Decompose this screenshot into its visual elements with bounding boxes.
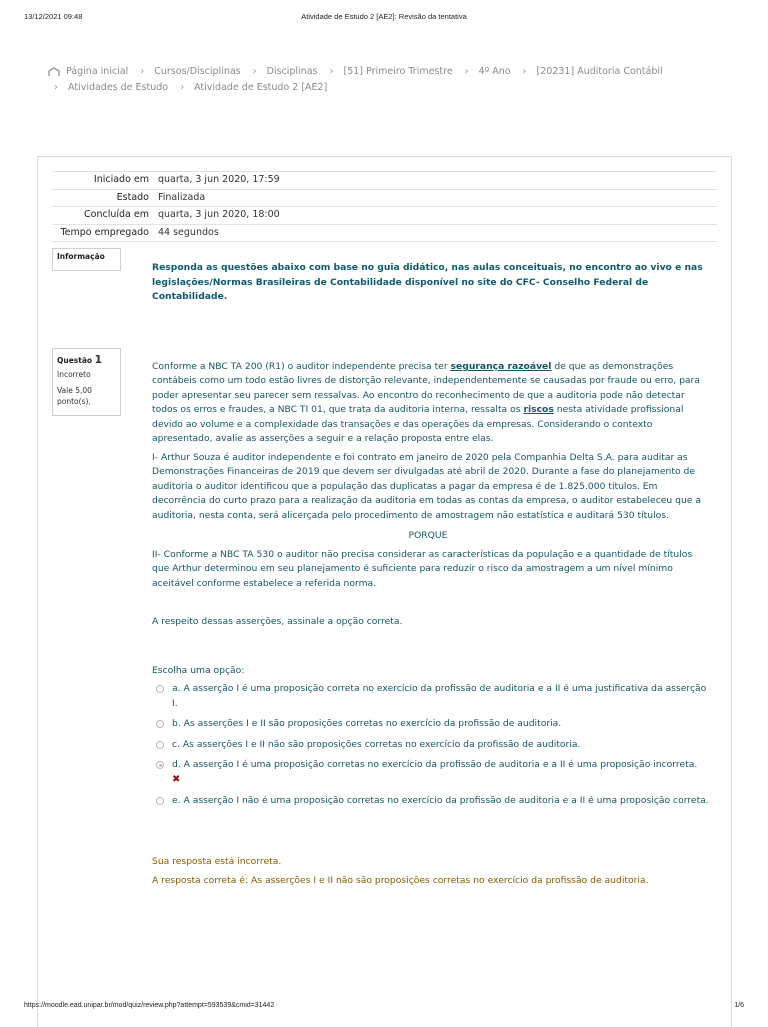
- summary-row: [52, 171, 717, 189]
- option-text: b. As asserções I e II são proposições corretas no exercício da profissão de auditoria.: [172, 718, 562, 730]
- question-info-box: [52, 348, 121, 416]
- radio-button[interactable]: [156, 685, 164, 693]
- question-status: Incorreto: [57, 370, 91, 379]
- radio-button[interactable]: [156, 741, 164, 749]
- summary-label: Tempo empregado: [60, 226, 149, 238]
- breadcrumb-year[interactable]: 4º Ano: [478, 66, 511, 77]
- breadcrumb-courses[interactable]: Cursos/Disciplinas: [154, 66, 241, 77]
- choose-label: Escolha uma opção:: [152, 665, 245, 676]
- option-d[interactable]: [152, 758, 712, 788]
- summary-row: [52, 224, 717, 243]
- term-seguranca-razoavel: segurança razoável: [450, 361, 552, 372]
- summary-label: Concluída em: [84, 209, 149, 220]
- breadcrumb-trimester[interactable]: [51] Primeiro Trimestre: [343, 66, 453, 77]
- option-text: c. As asserções I e II não são proposições corretas no exercício da profissão de auditoria.: [172, 738, 581, 750]
- radio-button-selected[interactable]: [156, 761, 164, 769]
- print-header: [0, 10, 768, 24]
- info-box: [52, 248, 121, 271]
- breadcrumb-separator: ›: [329, 66, 334, 77]
- attempt-summary-table: [52, 171, 717, 242]
- breadcrumb-home[interactable]: Página inicial: [66, 66, 129, 77]
- breadcrumb-separator: ›: [464, 66, 469, 77]
- breadcrumb: [48, 64, 738, 96]
- radio-button[interactable]: [156, 720, 164, 728]
- breadcrumb-separator: ›: [522, 66, 527, 77]
- question-points: Vale 5,00 ponto(s).: [57, 386, 92, 406]
- question-intro-part: nesta atividade profissional devido ao volume e a complexidade das transações e das operações da empresas. Considerando o contexto apresentado, avalie as asserções a seguir e a relação proposta entre elas.: [152, 404, 684, 445]
- assertion-2: II- Conforme a NBC TA 530 o auditor não precisa considerar as características da população e a quantidade de títulos que Arthur determinou em seu planejamento é suficiente para reduzir o risco da amostragem a um nível mínimo aceitável conforme estabelece a referida norma.: [152, 549, 693, 589]
- option-text: d. A asserção I é uma proposição corretas no exercício da profissão de auditoria e a II é uma proposição incorreta.: [172, 759, 698, 771]
- question-number: 1: [94, 353, 103, 366]
- answer-options: [152, 664, 712, 814]
- option-a[interactable]: [152, 682, 712, 711]
- breadcrumb-course[interactable]: [20231] Auditoria Contábil: [536, 66, 663, 77]
- summary-row: [52, 189, 717, 207]
- option-text: a. A asserção I é uma proposição correta no exercício da profissão de auditoria e a II é uma justificativa da asserção I.: [172, 683, 707, 709]
- breadcrumb-separator: ›: [252, 66, 257, 77]
- print-datetime: 13/12/2021 09:48: [24, 12, 83, 21]
- question-intro-part: de que as demonstrações contábeis como um todo estão livres de distorção relevante, independentemente se causadas por fraude ou erro, para poder apresentar seu parecer sem ressalvas. Ao encontro do reconhecimento de que a auditoria pode não detectar todos os erros e fraudes, a NBC TI 01, que trata da auditoria interna, ressalta os: [152, 361, 700, 416]
- option-b[interactable]: [152, 717, 712, 731]
- feedback-correct-answer: A resposta correta é: As asserções I e II não são proposições corretas no exercício da profissão de auditoria.: [152, 875, 649, 886]
- option-c[interactable]: [152, 738, 712, 752]
- summary-row: [52, 206, 717, 224]
- print-url: https://moodle.ead.unipar.br/mod/quiz/review.php?attempt=593539&cmid=31442: [24, 1002, 275, 1009]
- feedback: [152, 852, 712, 890]
- breadcrumb-separator: ›: [180, 82, 185, 93]
- print-page-number: 1/6: [734, 1002, 744, 1009]
- term-riscos: riscos: [523, 404, 554, 416]
- assertion-1: I- Arthur Souza é auditor independente e foi contrato em janeiro de 2020 pela Companhia Delta S.A. para auditar as Demonstrações Financeiras de 2019 que devem ser divulgadas até abril de 2020. Durante a fase do planejamento de auditoria o auditor identificou que a população das duplicatas a pagar da empresa é de 1.825.000 títulos. Em decorrência do curto prazo para a realização da auditoria em todas as contas da empresa, o auditor estabeleceu que a auditoria, nesta conta, será alicerçada pelo procedimento de amostragem não estatística e auditará 530 títulos.: [152, 452, 702, 521]
- question-intro-part: Conforme a NBC TA 200 (R1) o auditor independente precisa ter: [152, 361, 451, 372]
- breadcrumb-activities[interactable]: Atividades de Estudo: [68, 82, 169, 93]
- breadcrumb-current[interactable]: Atividade de Estudo 2 [AE2]: [194, 82, 328, 93]
- summary-label: Iniciado em: [93, 174, 149, 185]
- breadcrumb-separator: ›: [54, 82, 58, 93]
- home-icon: [48, 67, 60, 77]
- feedback-incorrect: Sua resposta está incorreta.: [152, 856, 282, 867]
- summary-value: 44 segundos: [158, 226, 219, 238]
- summary-value: quarta, 3 jun 2020, 18:00: [158, 209, 280, 220]
- breadcrumb-disciplines[interactable]: Disciplinas: [266, 66, 318, 77]
- question-label: Questão: [57, 356, 93, 365]
- breadcrumb-separator: ›: [140, 66, 145, 77]
- radio-button[interactable]: [156, 797, 164, 805]
- porque-label: PORQUE: [408, 530, 448, 541]
- incorrect-x-icon: ✖: [172, 774, 181, 786]
- option-e[interactable]: [152, 794, 712, 808]
- print-title: Atividade de Estudo 2 [AE2]: Revisão da tentativa: [301, 12, 467, 21]
- info-label: Informação: [57, 252, 105, 261]
- question-intro: [152, 360, 704, 446]
- summary-value: quarta, 3 jun 2020, 17:59: [158, 174, 280, 185]
- summary-label: Estado: [116, 191, 149, 203]
- question-prompt: A respeito dessas asserções, assinale a opção correta.: [152, 616, 403, 627]
- info-text: Responda as questões abaixo com base no guia didático, nas aulas conceituais, no encontro ao vivo e nas legislações/Normas Brasileiras de Contabilidade disponível no site do CFC- Conselho Federal de Contabilidade.: [152, 262, 703, 302]
- option-text: e. A asserção I não é uma proposição corretas no exercício da profissão de auditoria e a II é uma proposição correta.: [172, 794, 709, 806]
- summary-value: Finalizada: [158, 191, 206, 203]
